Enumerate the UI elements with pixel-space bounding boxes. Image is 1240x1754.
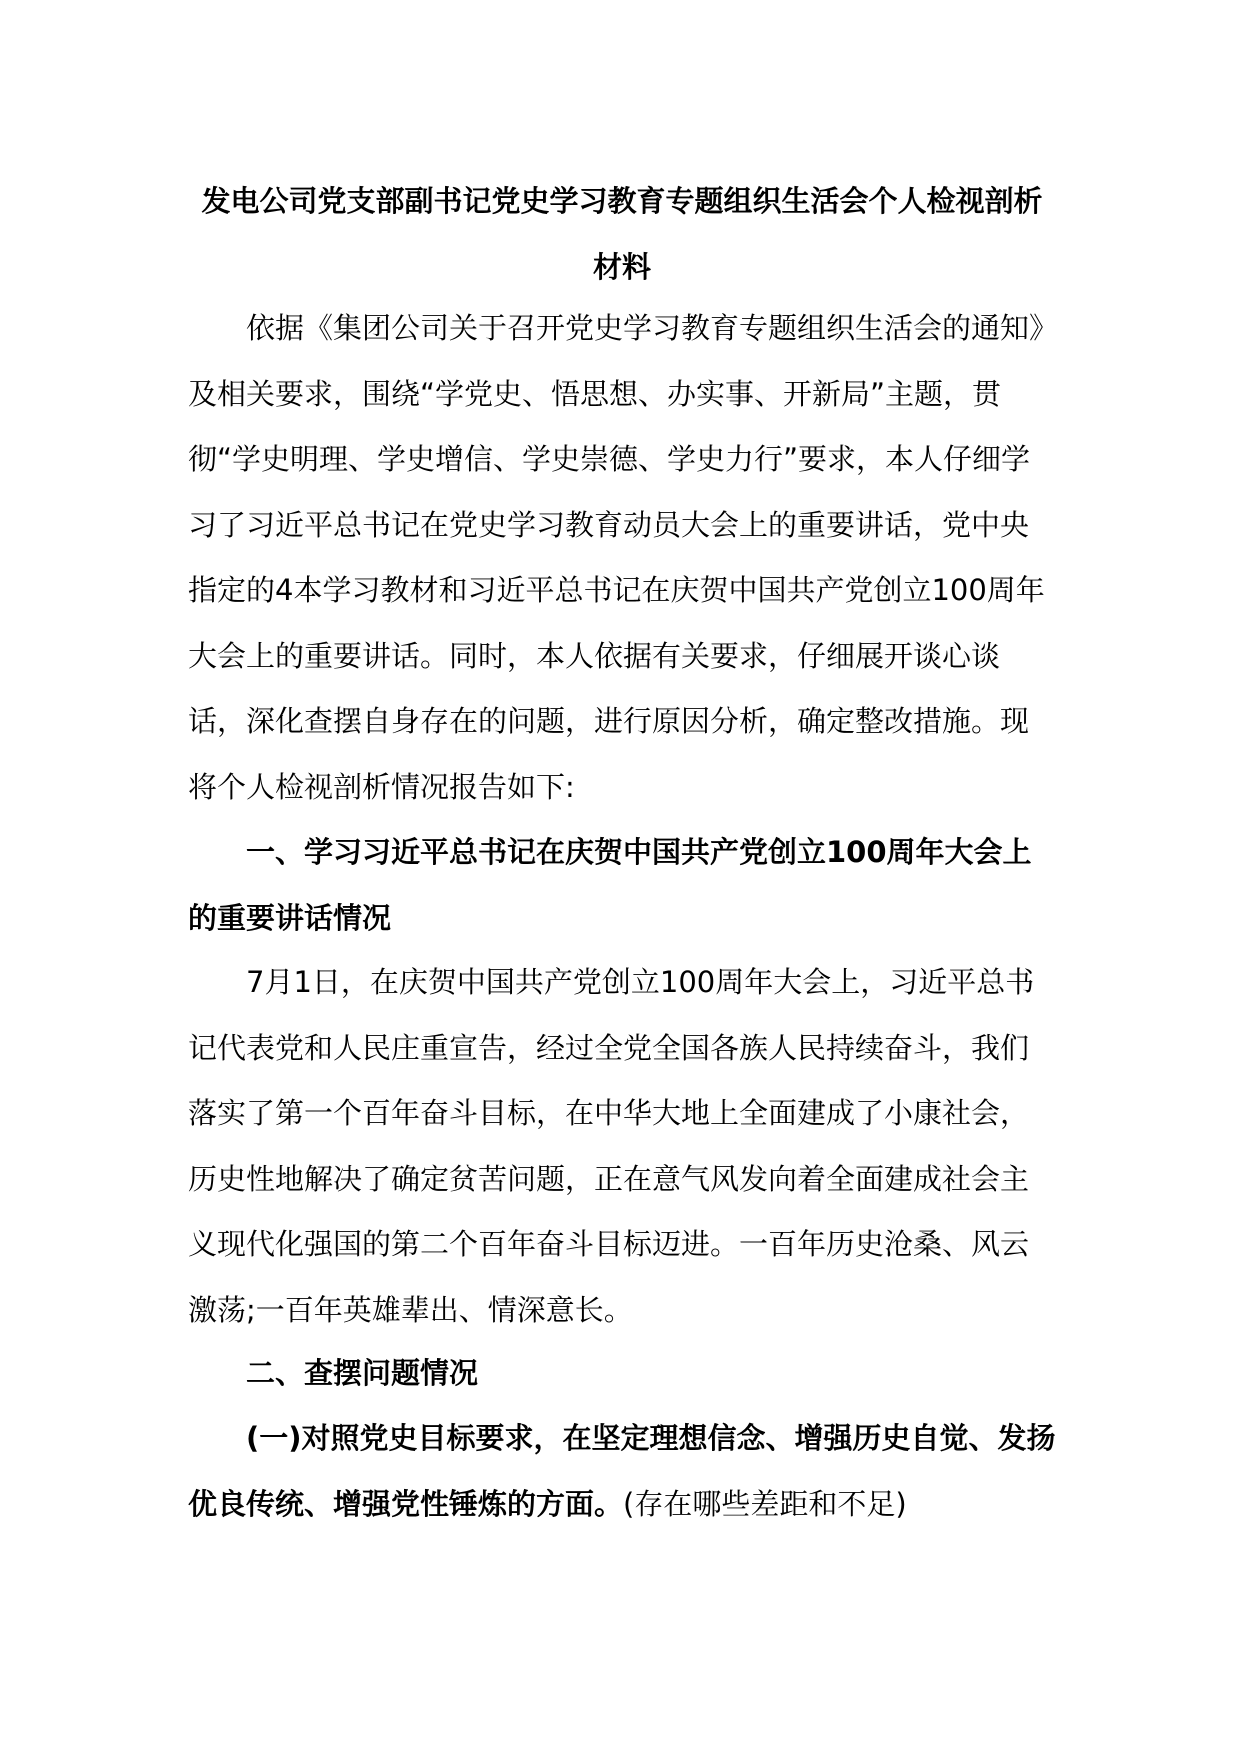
intro-paragraph: 依据《集团公司关于召开党史学习教育专题组织生活会的通知》及相关要求，围绕“学党史、悟思想、办实事、开新局”主题，贯彻“学史明理、学史增信、学史崇德、学史力行”要求，本人仔细学习了习近平总书记在党史学习教育动员大会上的重要讲话，党中央指定的4本学习教材和习近平总书记在庆贺中国共产党创立100周年大会上的重要讲话。同时，本人依据有关要求，仔细展开谈心谈话，深化查摆自身存在的问题，进行原因分析，确定整改措施。现将个人检视剖析情况报告如下: xyxy=(188,311,1045,804)
document-title: 发电公司党支部副书记党史学习教育专题组织生活会个人检视剖析材料 xyxy=(201,184,1043,284)
section-1-heading: 一、学习习近平总书记在庆贺中国共产党创立100周年大会上的重要讲话情况 xyxy=(188,835,1032,935)
section-2-heading: 二、查摆问题情况 xyxy=(246,1356,479,1390)
subsection-1-note: (存在哪些差距和不足) xyxy=(623,1486,907,1521)
subsection-1-block xyxy=(188,1406,1056,1537)
section-1-paragraph: 7月1日，在庆贺中国共产党创立100周年大会上，习近平总书记代表党和人民庄重宣告，经过全党全国各族人民持续奋斗，我们落实了第一个百年奋斗目标，在中华大地上全面建成了小康社会，历史性地解决了确定贫苦问题，正在意气风发向着全面建成社会主义现代化强国的第二个百年奋斗目标迈进。一百年历史沧桑、风云激荡;一百年英雄辈出、情深意长。 xyxy=(188,965,1035,1327)
subsection-1-heading: (一)对照党史目标要求，在坚定理想信念、增强历史自觉、发扬优良传统、增强党性锤炼的方面。 xyxy=(188,1421,1056,1521)
